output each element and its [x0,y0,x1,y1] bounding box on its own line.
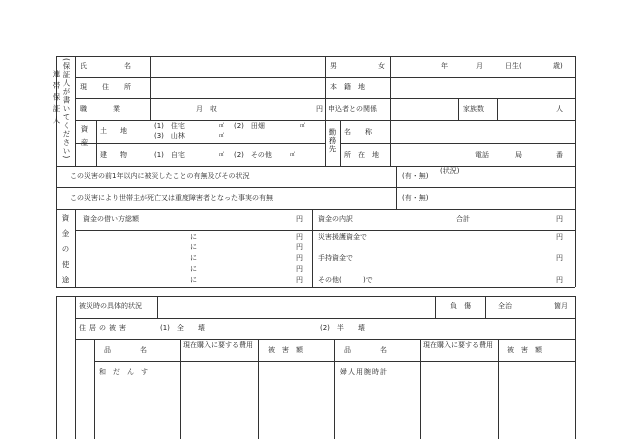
occupation-label: 職 業 [80,105,124,113]
gender-male[interactable]: 男 [330,62,337,70]
col-line [420,339,421,439]
item-name: 婦人用腕時計 [340,368,388,376]
col-line [390,56,391,120]
assets-label: 資産 [80,125,89,152]
yen-unit: 円 [556,276,563,284]
col-line [340,120,341,166]
own-funds-label: 手持資金で [318,254,353,262]
dob-age-label: 歳) [553,62,563,70]
dob-day-label: 日生( [505,62,522,70]
col-line [390,120,391,166]
yen-unit: 円 [296,215,303,223]
ni-label: に [190,265,197,273]
top-border [56,56,575,57]
guarantor-label: 連帯保証人 [52,70,61,128]
land-house: (1) 住宅 [154,122,185,130]
full-recovery-label: 全治 [498,302,512,310]
col-line [485,296,486,318]
col-line [94,339,95,439]
family-count-label: 家族数 [463,105,484,113]
sqm-unit: ㎡ [219,133,225,139]
land-forest: (3) 山林 [154,132,185,140]
col-line [325,56,326,166]
prior-year-question: この災害の前1年以内に被災したことの有無及びその状況 [70,172,250,180]
bld-home: (1) 自宅 [154,151,185,159]
row-line [56,166,575,167]
ni-label: に [190,243,197,251]
half-destroy-option[interactable]: (2) 半 壊 [320,324,365,332]
relief-fund-label: 災害援護資金で [318,233,367,241]
col-line [334,339,335,439]
row-line [340,143,575,144]
phone-label: 電話 [475,151,489,159]
full-destroy-option[interactable]: (1) 全 壊 [160,324,205,332]
land-farm: (2) 田畑 [234,122,265,130]
left-border [56,296,57,439]
sqm-unit: ㎡ [219,152,225,158]
col-line [396,166,397,209]
col-line [498,339,499,439]
yen-unit: 円 [316,105,323,113]
col-line [180,339,181,439]
months-unit: 箇月 [554,302,568,310]
col-line [150,56,151,120]
col-line [96,120,97,166]
yen-unit: 円 [296,276,303,284]
death-question: この災害により世帯主が死亡又は重度障害者となった事実の有無 [70,194,273,202]
relation-label: 申込者との関係 [328,105,377,113]
row-line [75,318,575,319]
ni-label: に [190,276,197,284]
guarantor-note-label: (保証人が書いてください) [62,58,71,160]
col-line [458,98,459,120]
lower-top-border [56,296,575,297]
yen-unit: 円 [556,215,563,223]
funds-use-label: 資金の使途 [61,214,70,292]
damage-amount-header: 被 害 額 [507,346,542,354]
total-label: 合計 [456,215,470,223]
yen-unit: 円 [296,243,303,251]
breakdown-label: 資金の内訳 [318,215,353,223]
borrow-total-label: 資金の借い方総額 [83,215,139,223]
right-border [575,56,576,287]
house-damage-label: 住居の被害 [79,324,129,332]
yen-unit: 円 [296,233,303,241]
other-close-label: )で [363,276,373,284]
row-line [75,339,575,340]
location-label: 所 在 地 [344,151,379,159]
income-label: 月 収 [196,105,217,113]
number-label: 番 [556,151,563,159]
death-yes-no[interactable]: (有・無) [402,194,429,202]
yen-unit: 円 [556,254,563,262]
name-label: 氏 名 [80,62,135,70]
dob-month-label: 月 [476,62,483,70]
prior-year-yes-no[interactable]: (有・無) [402,172,429,180]
yen-unit: 円 [296,265,303,273]
bottom-border-upper [56,287,575,288]
row-line [75,143,325,144]
cost-header: 現在購入に要する費用 [183,341,253,349]
specific-situation-label: 被災時の具体的状況 [79,302,142,310]
col-line [497,98,498,120]
item-header: 品 名 [344,346,389,354]
item-name: 和 だ ん す [99,368,148,376]
exchange-label: 局 [515,151,522,159]
yen-unit: 円 [296,254,303,262]
sqm-unit: ㎡ [219,123,225,129]
other-open-label: その他( [318,276,342,284]
row-line [75,230,575,231]
ni-label: に [190,233,197,241]
ni-label: に [190,254,197,262]
cost-header: 現在購入に要する費用 [423,341,493,349]
right-border [575,296,576,439]
damage-amount-header: 被 害 額 [268,346,303,354]
col-line [75,209,76,287]
building-label: 建 物 [100,151,130,159]
sqm-unit: ㎡ [300,123,306,129]
row-line [56,209,575,210]
col-line [312,209,313,287]
sqm-unit: ㎡ [290,152,296,158]
address-label: 現 住 所 [80,83,135,91]
col-line [435,296,436,318]
row-line [56,187,575,188]
persons-unit: 人 [556,105,563,113]
land-label: 土 地 [100,127,130,135]
item-header: 品 名 [104,346,149,354]
col-line [75,296,76,439]
company-name-label: 名 称 [344,128,372,136]
yen-unit: 円 [556,233,563,241]
workplace-label: 勤務先 [328,128,337,154]
domicile-label: 本 籍 地 [330,83,365,91]
gender-female[interactable]: 女 [378,62,385,70]
bld-other: (2) その他 [234,151,272,159]
dob-year-label: 年 [441,62,448,70]
col-line [157,296,158,318]
col-line [75,56,76,166]
injury-label: 負 傷 [450,302,471,310]
situation-label: (状況) [440,167,460,175]
col-line [258,339,259,439]
